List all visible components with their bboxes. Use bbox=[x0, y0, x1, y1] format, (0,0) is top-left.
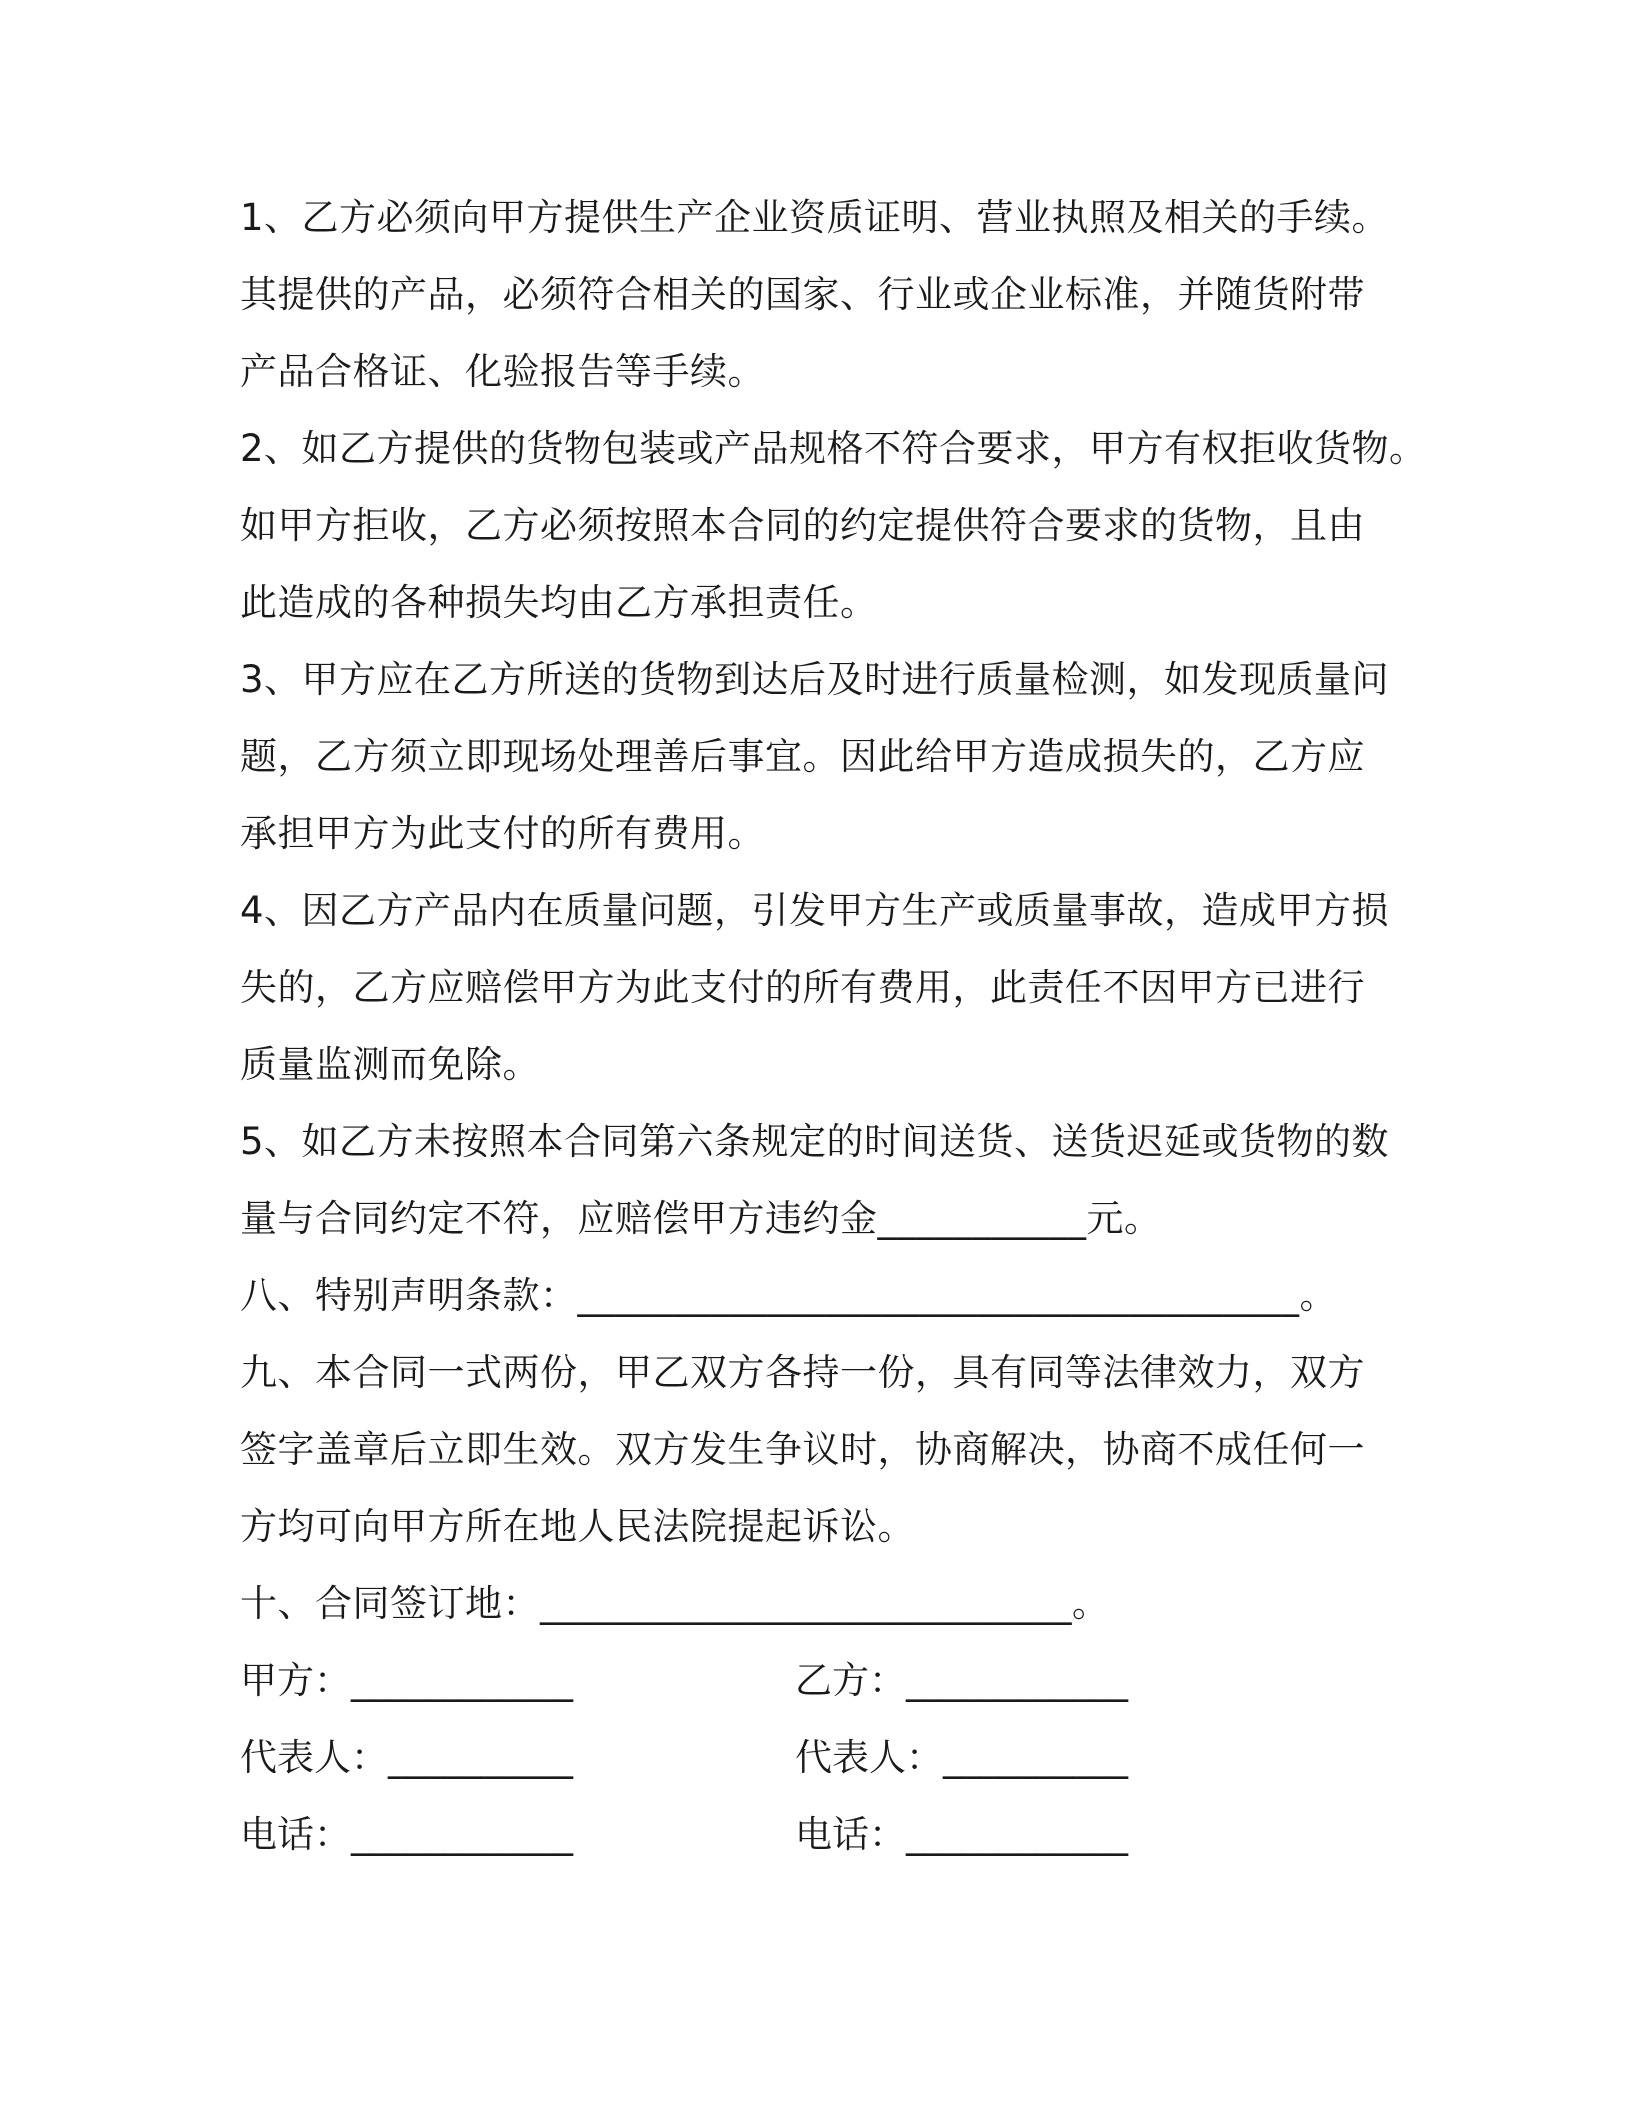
clause-2-line-3: 此造成的各种损失均由乙方承担责任。 bbox=[240, 581, 878, 624]
section-9-line-3: 方均可向甲方所在地人民法院提起诉讼。 bbox=[240, 1505, 915, 1548]
clause-3-line-2: 题，乙方须立即现场处理善后事宜。因此给甲方造成损失的，乙方应 bbox=[240, 735, 1365, 778]
section-9-line-2: 签字盖章后立即生效。双方发生争议时，协商解决，协商不成任何一 bbox=[240, 1428, 1365, 1471]
clause-5-line-1: 5、如乙方未按照本合同第六条规定的时间送货、送货迟延或货物的数 bbox=[240, 1120, 1390, 1163]
clause-4-line-2: 失的，乙方应赔偿甲方为此支付的所有费用，此责任不因甲方已进行 bbox=[240, 966, 1365, 1009]
clause-4-line-3: 质量监测而免除。 bbox=[240, 1043, 540, 1086]
clause-1-line-2: 其提供的产品，必须符合相关的国家、行业或企业标准，并随货附带 bbox=[240, 273, 1365, 316]
clause-3-line-1: 3、甲方应在乙方所送的货物到达后及时进行质量检测，如发现质量问 bbox=[240, 658, 1390, 701]
party-a-phone-field: 电话：____________ bbox=[240, 1813, 573, 1856]
party-a-representative-field: 代表人：__________ bbox=[240, 1736, 573, 1779]
party-b-field: 乙方：____________ bbox=[795, 1659, 1128, 1702]
party-b-phone-field: 电话：____________ bbox=[795, 1813, 1128, 1856]
clause-2-line-2: 如甲方拒收，乙方必须按照本合同的约定提供符合要求的货物，且由 bbox=[240, 504, 1365, 547]
clause-5-line-2: 量与合同约定不符，应赔偿甲方违约金___________元。 bbox=[240, 1197, 1162, 1240]
party-a-field: 甲方：____________ bbox=[240, 1659, 573, 1702]
clause-2-line-1: 2、如乙方提供的货物包装或产品规格不符合要求，甲方有权拒收货物。 bbox=[240, 427, 1427, 470]
party-b-representative-field: 代表人：__________ bbox=[795, 1736, 1128, 1779]
clause-1-line-1: 1、乙方必须向甲方提供生产企业资质证明、营业执照及相关的手续。 bbox=[240, 196, 1390, 239]
clause-4-line-1: 4、因乙方产品内在质量问题，引发甲方生产或质量事故，造成甲方损 bbox=[240, 889, 1390, 932]
section-10-signing-place: 十、合同签订地：____________________________。 bbox=[240, 1582, 1110, 1625]
clause-1-line-3: 产品合格证、化验报告等手续。 bbox=[240, 350, 765, 393]
clause-3-line-3: 承担甲方为此支付的所有费用。 bbox=[240, 812, 765, 855]
section-8-special-terms: 八、特别声明条款：______________________________________。 bbox=[240, 1274, 1337, 1317]
section-9-line-1: 九、本合同一式两份，甲乙双方各持一份，具有同等法律效力，双方 bbox=[240, 1351, 1365, 1394]
